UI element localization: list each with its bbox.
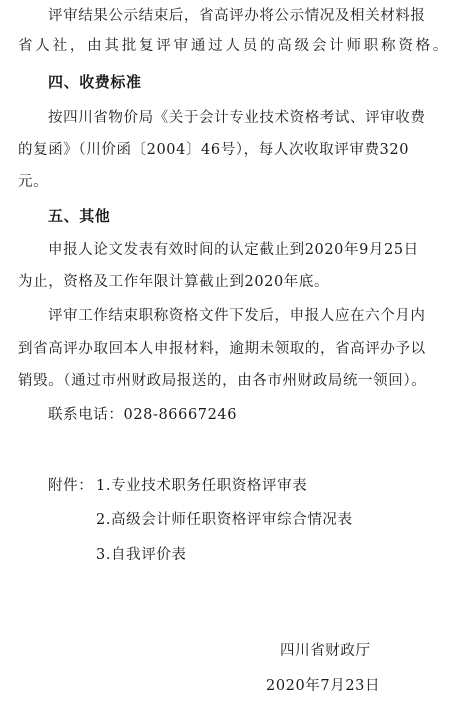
fees-line-1: 按四川省物价局《关于会计专业技术资格考试、评审收费 (48, 110, 426, 126)
other-p1-line-2: 为止，资格及工作年限计算截止到2020年底。 (18, 274, 330, 290)
attachments-label: 附件： (48, 478, 94, 494)
fees-heading: 四、收费标准 (48, 73, 142, 91)
signature-org: 四川省财政厅 (280, 643, 371, 659)
contact-phone: 联系电话：028-86667246 (48, 407, 238, 423)
other-p1-line-1: 申报人论文发表有效时间的认定截止到2020年9月25日 (48, 242, 419, 258)
fees-line-2: 的复函》（川价函〔2004〕46号），每人次收取评审费320 (18, 142, 410, 158)
other-p2-line-2: 到省高评办取回本人申报材料，逾期未领取的，省高评办予以 (18, 341, 426, 357)
attachment-item-1: 1.专业技术职务任职资格评审表 (96, 478, 308, 494)
signature-date: 2020年7月23日 (266, 678, 381, 694)
publicity-line-1: 评审结果公示结束后，省高评办将公示情况及相关材料报 (48, 8, 426, 24)
other-heading: 五、其他 (48, 207, 111, 225)
attachment-item-3: 3.自我评价表 (96, 547, 187, 563)
attachment-item-2: 2.高级会计师任职资格评审综合情况表 (96, 512, 353, 528)
other-p2-line-1: 评审工作结束职称资格文件下发后，申报人应在六个月内 (48, 308, 426, 324)
other-p2-line-3: 销毁。（通过市州财政局报送的，由各市州财政局统一领回）。 (18, 373, 427, 389)
fees-line-3: 元。 (18, 174, 49, 190)
publicity-line-2: 省人社，由其批复评审通过人员的高级会计师职称资格。 (18, 38, 448, 54)
